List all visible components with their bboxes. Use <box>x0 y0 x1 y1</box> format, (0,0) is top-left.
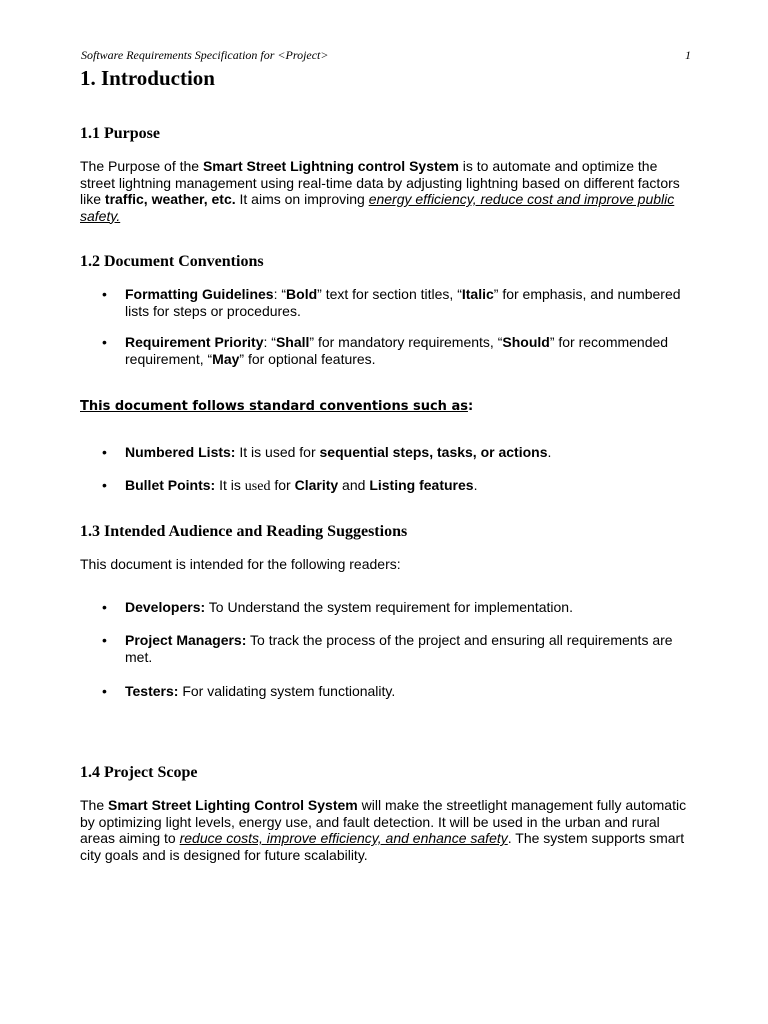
conventions-notice <box>80 399 473 414</box>
page-number: 1 <box>685 48 691 62</box>
bold-text: Italic <box>461 286 494 302</box>
text-span: is to automate and optimize the street lightning management using real-time data by adjusting lightning based on different factors like <box>80 158 680 207</box>
text-span: : “ <box>263 334 276 350</box>
text-span: for <box>270 477 295 493</box>
text-span: The <box>80 797 109 813</box>
bullet-marker: • <box>102 683 107 699</box>
paragraph-project-scope <box>80 797 690 863</box>
bold-text: Formatting Guidelines <box>125 286 274 302</box>
header-title: Software Requirements Specification for <Project> <box>81 48 329 62</box>
text-span: used <box>244 479 271 494</box>
bold-text: Bold <box>286 286 318 302</box>
text-span: ” for recommended requirement, “ <box>125 334 669 367</box>
bullet-marker: • <box>102 444 107 460</box>
bullet-marker: • <box>102 477 107 493</box>
text-span: To track the process of the project and ensuring all requirements are met. <box>125 632 673 665</box>
list-item-text <box>125 477 685 496</box>
list-item-text <box>125 334 685 367</box>
bullet-marker: • <box>102 632 107 648</box>
text-span: The Purpose of the <box>80 158 203 174</box>
text-span: ” for optional features. <box>239 350 376 367</box>
text-span: It is used for <box>235 444 320 460</box>
text-span: and <box>338 477 370 493</box>
heading-document-conventions: 1.2 Document Conventions <box>80 253 264 270</box>
bold-text: Listing features <box>369 477 474 493</box>
text-span: : “ <box>273 286 287 302</box>
list-item-text <box>125 599 685 616</box>
bold-text: Clarity <box>294 477 339 493</box>
text-span: . <box>547 444 552 460</box>
text-span: ” text for section titles, “ <box>317 286 462 302</box>
underlined-text: This document follows standard conventions such as <box>80 399 468 414</box>
heading-intended-audience: 1.3 Intended Audience and Reading Suggestions <box>80 523 408 540</box>
bold-text: sequential steps, tasks, or actions <box>319 444 548 460</box>
emphasis-text: energy efficiency, reduce cost and improve public safety. <box>80 191 675 224</box>
text-span: ” for mandatory requirements, “ <box>309 334 503 350</box>
bold-text: Project Managers: <box>125 632 247 648</box>
heading-purpose: 1.1 Purpose <box>80 125 160 142</box>
text-span: It is <box>215 477 245 493</box>
bold-text: Shall <box>275 334 310 350</box>
text-span: . The system supports smart city goals and is designed for future scalability. <box>80 830 685 863</box>
list-item-text <box>125 286 685 319</box>
heading-project-scope: 1.4 Project Scope <box>80 764 198 781</box>
paragraph-purpose <box>80 158 690 224</box>
bold-text: Numbered Lists: <box>125 444 236 460</box>
list-item-text <box>125 683 685 700</box>
bold-text: Testers: <box>125 683 179 699</box>
bold-text: Requirement Priority <box>125 334 264 350</box>
list-item-text <box>125 632 685 665</box>
bold-text: Should <box>502 334 550 350</box>
text-span: . <box>473 477 478 493</box>
bullet-marker: • <box>102 286 107 302</box>
bold-text: Bullet Points: <box>125 477 216 493</box>
bold-text: Smart Street Lightning control System <box>202 158 459 174</box>
bold-text: Smart Street Lighting Control System <box>108 797 358 813</box>
bullet-marker: • <box>102 599 107 615</box>
text-span: : <box>467 399 474 414</box>
paragraph-audience-intro: This document is intended for the following readers: <box>80 556 401 572</box>
emphasis-text: reduce costs, improve efficiency, and enhance safety <box>179 830 508 846</box>
bold-text: traffic, weather, etc. <box>104 191 236 207</box>
bold-text: Developers: <box>125 599 206 615</box>
text-span: For validating system functionality. <box>178 683 396 699</box>
text-span: ” for emphasis, and numbered lists for steps or procedures. <box>125 286 681 319</box>
section-heading-introduction: 1. Introduction <box>80 66 215 90</box>
text-span: To Understand the system requirement for implementation. <box>205 599 573 615</box>
bullet-marker: • <box>102 334 107 350</box>
text-span: will make the streetlight management fully automatic by optimizing light levels, energy use, and fault detection. It will be used in the urban and rural areas aiming to <box>80 797 687 846</box>
bold-text: May <box>212 350 240 367</box>
list-item-text <box>125 444 685 461</box>
text-span: It aims on improving <box>235 191 369 207</box>
running-header <box>81 48 691 63</box>
